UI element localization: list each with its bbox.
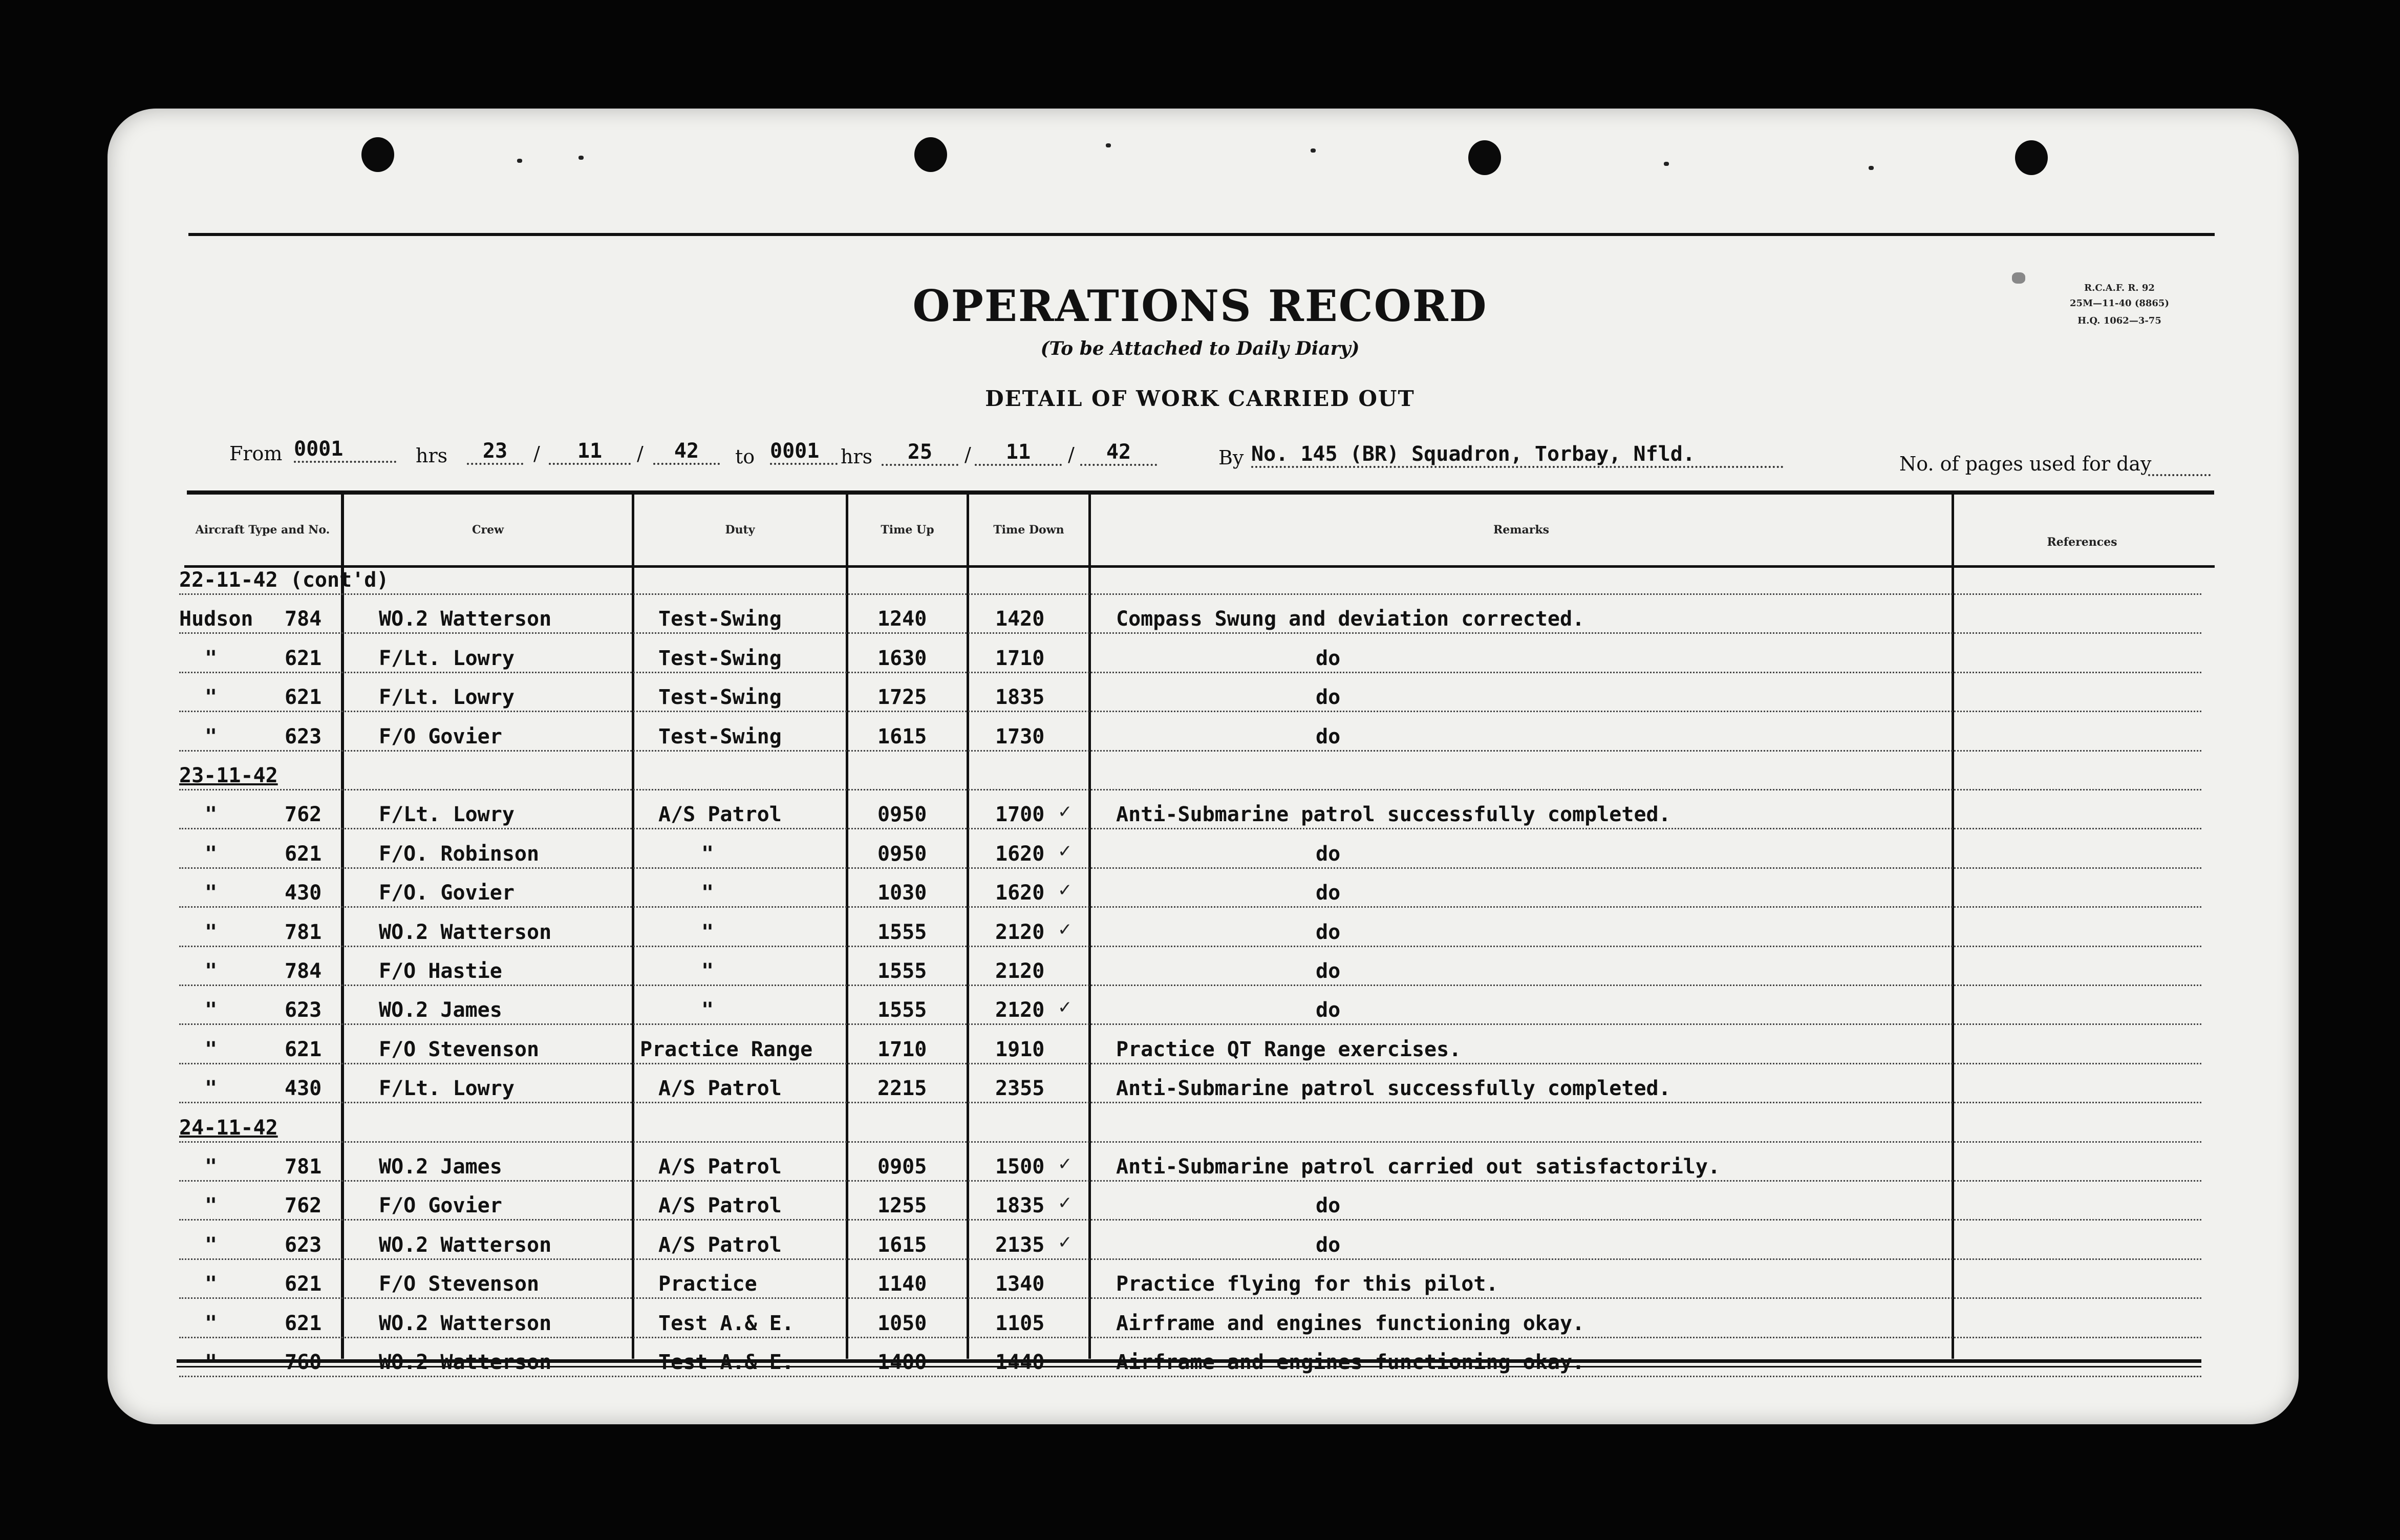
table-row	[179, 595, 2201, 634]
aircraft-type: "	[205, 1038, 218, 1061]
crew-name: F/Lt. Lowry	[379, 803, 515, 826]
time-up: 1030	[877, 881, 927, 905]
aircraft-type: "	[205, 686, 218, 709]
duty: Practice	[658, 1272, 757, 1296]
check-mark-icon: ✓	[1058, 919, 1073, 940]
table-row	[179, 673, 2201, 712]
time-up: 1240	[877, 607, 927, 631]
paper-speck	[517, 159, 522, 163]
duty: A/S Patrol	[658, 1077, 782, 1100]
remarks: Anti-Submarine patrol successfully completed.	[1116, 1077, 1671, 1100]
crew-name: F/O. Govier	[379, 881, 515, 905]
duty: Test A.& E.	[658, 1312, 794, 1335]
detail-heading: DETAIL OF WORK CARRIED OUT	[985, 386, 1415, 411]
aircraft-type: "	[205, 1077, 218, 1100]
aircraft-type: "	[205, 1155, 218, 1179]
time-up: 1400	[877, 1351, 927, 1374]
remarks: do	[1316, 725, 1341, 748]
time-down: 1620	[995, 842, 1045, 866]
date-label: 22-11-42 (cont'd)	[179, 568, 389, 592]
form-code-1: R.C.A.F. R. 92	[2084, 283, 2155, 293]
remarks: Airframe and engines functioning okay.	[1116, 1312, 1585, 1335]
aircraft-number: 621	[285, 1312, 322, 1335]
duty: "	[701, 881, 714, 905]
check-mark-icon: ✓	[1058, 880, 1073, 901]
time-up: 1615	[877, 725, 927, 748]
remarks: Anti-Submarine patrol successfully completed.	[1116, 803, 1671, 826]
crew-name: F/O Stevenson	[379, 1272, 540, 1296]
time-up: 1555	[877, 921, 927, 944]
aircraft-type: "	[205, 881, 218, 905]
table-row	[179, 1299, 2201, 1338]
aircraft-type: "	[205, 1233, 218, 1257]
crew-name: F/O Hastie	[379, 959, 502, 983]
remarks: Practice flying for this pilot.	[1116, 1272, 1498, 1296]
page-subtitle: (To be Attached to Daily Diary)	[1040, 338, 1360, 359]
check-mark-icon: ✓	[1058, 841, 1073, 862]
remarks: do	[1316, 881, 1341, 905]
time-up: 0905	[877, 1155, 927, 1179]
table-row	[179, 1025, 2201, 1064]
aircraft-type: "	[205, 1351, 218, 1374]
time-up: 1140	[877, 1272, 927, 1296]
crew-name: WO.2 Watterson	[379, 1312, 552, 1335]
crew-name: WO.2 Watterson	[379, 1233, 552, 1257]
aircraft-type: "	[205, 1312, 218, 1335]
aircraft-number: 623	[285, 998, 322, 1022]
remarks: do	[1316, 686, 1341, 709]
aircraft-number: 621	[285, 1272, 322, 1296]
punch-hole	[361, 137, 394, 172]
remarks: do	[1316, 1194, 1341, 1217]
aircraft-type: "	[205, 1272, 218, 1296]
crew-name: F/O Govier	[379, 725, 502, 748]
time-down: 1105	[995, 1312, 1045, 1335]
punch-hole	[2015, 140, 2048, 175]
to-year: 42	[1080, 440, 1157, 466]
time-up: 0950	[877, 842, 927, 866]
to-time: 0001	[770, 439, 838, 465]
from-label: From	[229, 442, 283, 465]
time-up: 1615	[877, 1233, 927, 1257]
time-up: 1555	[877, 998, 927, 1022]
time-up: 1050	[877, 1312, 927, 1335]
date-sep: /	[1068, 443, 1075, 466]
remarks: Compass Swung and deviation corrected.	[1116, 607, 1585, 631]
table-row	[179, 634, 2201, 673]
crew-name: F/O Govier	[379, 1194, 502, 1217]
time-down: 1910	[995, 1038, 1045, 1061]
page-title: OPERATIONS RECORD	[912, 281, 1488, 331]
aircraft-number: 621	[285, 686, 322, 709]
time-up: 1630	[877, 647, 927, 670]
check-mark-icon: ✓	[1058, 802, 1073, 822]
crew-name: F/O. Robinson	[379, 842, 540, 866]
duty: "	[701, 959, 714, 983]
aircraft-type: "	[205, 959, 218, 983]
aircraft-number: 781	[285, 921, 322, 944]
time-down: 1700	[995, 803, 1045, 826]
paper-speck	[1869, 166, 1874, 170]
duty: Test-Swing	[658, 725, 782, 748]
table-row	[179, 1182, 2201, 1221]
table-row	[179, 1260, 2201, 1299]
time-down: 1835	[995, 1194, 1045, 1217]
pages-field	[2148, 456, 2211, 476]
from-time: 0001	[294, 437, 396, 463]
table-row	[179, 947, 2201, 986]
table-row	[179, 790, 2201, 829]
time-down: 1340	[995, 1272, 1045, 1296]
to-hrs-label: hrs	[841, 445, 873, 468]
aircraft-type: "	[205, 1194, 218, 1217]
from-year: 42	[653, 439, 720, 465]
duty: A/S Patrol	[658, 1194, 782, 1217]
time-down: 1500	[995, 1155, 1045, 1179]
top-rule	[188, 233, 2215, 236]
aircraft-number: 623	[285, 1233, 322, 1257]
form-code-3: H.Q. 1062—3-75	[2077, 315, 2161, 326]
remarks: Airframe and engines functioning okay.	[1116, 1351, 1585, 1374]
date-sep: /	[637, 442, 644, 465]
time-down: 1835	[995, 686, 1045, 709]
date-sep: /	[965, 443, 971, 466]
aircraft-type: "	[205, 921, 218, 944]
duty: A/S Patrol	[658, 1233, 782, 1257]
aircraft-number: 762	[285, 803, 322, 826]
remarks: do	[1316, 921, 1341, 944]
check-mark-icon: ✓	[1058, 1193, 1073, 1213]
remarks: do	[1316, 959, 1341, 983]
remarks: do	[1316, 998, 1341, 1022]
time-down: 2135	[995, 1233, 1045, 1257]
time-down: 1710	[995, 647, 1045, 670]
table-row	[179, 830, 2201, 869]
pages-label: No. of pages used for day	[1899, 453, 2152, 475]
aircraft-type: "	[205, 998, 218, 1022]
to-month: 11	[975, 440, 1062, 466]
crew-name: WO.2 Watterson	[379, 607, 552, 631]
to-label: to	[735, 445, 755, 468]
by-label: By	[1218, 446, 1244, 469]
remarks: do	[1316, 647, 1341, 670]
table-row	[179, 986, 2201, 1025]
form-code-2: 25M—11-40 (8865)	[2070, 298, 2169, 309]
crew-name: F/Lt. Lowry	[379, 686, 515, 709]
check-mark-icon: ✓	[1058, 997, 1073, 1018]
duty: "	[701, 842, 714, 866]
date-row	[179, 1104, 2201, 1143]
table-row	[179, 1064, 2201, 1103]
duty: Test A.& E.	[658, 1351, 794, 1374]
col-time-up: Time Up	[881, 523, 934, 537]
paper-speck	[1311, 148, 1316, 153]
aircraft-number: 762	[285, 1194, 322, 1217]
table-row	[179, 1143, 2201, 1182]
table-row	[179, 1221, 2201, 1260]
time-down: 2355	[995, 1077, 1045, 1100]
crew-name: WO.2 James	[379, 1155, 502, 1179]
from-month: 11	[549, 439, 631, 465]
duty: Test-Swing	[658, 647, 782, 670]
paper-speck	[1106, 143, 1111, 147]
time-up: 1710	[877, 1038, 927, 1061]
aircraft-number: 784	[285, 959, 322, 983]
date-label: 24-11-42	[179, 1116, 278, 1140]
date-sep: /	[533, 442, 540, 465]
aircraft-type: Hudson	[179, 607, 253, 631]
crew-name: F/O Stevenson	[379, 1038, 540, 1061]
table-row	[179, 869, 2201, 908]
table-top-rule	[187, 490, 2214, 495]
col-remarks: Remarks	[1493, 523, 1550, 537]
paper-speck	[1664, 162, 1669, 166]
time-down: 1420	[995, 607, 1045, 631]
paper-speck	[578, 156, 584, 160]
aircraft-type: "	[205, 725, 218, 748]
aircraft-number: 621	[285, 1038, 322, 1061]
check-mark-icon: ✓	[1058, 1232, 1073, 1253]
time-down: 2120	[995, 959, 1045, 983]
remarks: do	[1316, 1233, 1341, 1257]
remarks: Practice QT Range exercises.	[1116, 1038, 1462, 1061]
duty: "	[701, 921, 714, 944]
aircraft-number: 760	[285, 1351, 322, 1374]
duty: Test-Swing	[658, 607, 782, 631]
time-up: 1725	[877, 686, 927, 709]
time-up: 2215	[877, 1077, 927, 1100]
time-up: 0950	[877, 803, 927, 826]
col-crew: Crew	[472, 523, 504, 537]
unit-name: No. 145 (BR) Squadron, Torbay, Nfld.	[1251, 442, 1784, 468]
table-row	[179, 1338, 2201, 1377]
time-up: 1255	[877, 1194, 927, 1217]
crew-name: WO.2 James	[379, 998, 502, 1022]
table-row	[179, 713, 2201, 752]
col-time-down: Time Down	[993, 523, 1064, 537]
hrs-label: hrs	[416, 444, 448, 467]
aircraft-type: "	[205, 647, 218, 670]
time-up: 1555	[877, 959, 927, 983]
from-day: 23	[467, 439, 523, 465]
duty: Practice Range	[640, 1038, 813, 1061]
aircraft-number: 781	[285, 1155, 322, 1179]
col-aircraft: Aircraft Type and No.	[195, 523, 330, 537]
date-row	[179, 556, 2201, 595]
punch-hole	[1468, 140, 1501, 175]
duty: Test-Swing	[658, 686, 782, 709]
col-duty: Duty	[725, 523, 755, 537]
aircraft-number: 621	[285, 647, 322, 670]
aircraft-type: "	[205, 803, 218, 826]
table-row	[179, 908, 2201, 947]
duty: "	[701, 998, 714, 1022]
aircraft-type: "	[205, 842, 218, 866]
aircraft-number: 623	[285, 725, 322, 748]
time-down: 1440	[995, 1351, 1045, 1374]
time-down: 1730	[995, 725, 1045, 748]
aircraft-number: 430	[285, 881, 322, 905]
remarks: do	[1316, 842, 1341, 866]
aircraft-number: 621	[285, 842, 322, 866]
check-mark-icon: ✓	[1058, 1154, 1073, 1174]
col-references: References	[2047, 536, 2117, 549]
crew-name: WO.2 Watterson	[379, 921, 552, 944]
crew-name: F/Lt. Lowry	[379, 1077, 515, 1100]
time-down: 1620	[995, 881, 1045, 905]
time-down: 2120	[995, 921, 1045, 944]
time-down: 2120	[995, 998, 1045, 1022]
punch-hole	[914, 137, 947, 172]
duty: A/S Patrol	[658, 1155, 782, 1179]
to-day: 25	[882, 440, 958, 466]
date-row	[179, 752, 2201, 790]
remarks: Anti-Submarine patrol carried out satisfactorily.	[1116, 1155, 1721, 1179]
crew-name: F/Lt. Lowry	[379, 647, 515, 670]
aircraft-number: 430	[285, 1077, 322, 1100]
date-label: 23-11-42	[179, 764, 278, 787]
duty: A/S Patrol	[658, 803, 782, 826]
crew-name: WO.2 Watterson	[379, 1351, 552, 1374]
aircraft-number: 784	[285, 607, 322, 631]
